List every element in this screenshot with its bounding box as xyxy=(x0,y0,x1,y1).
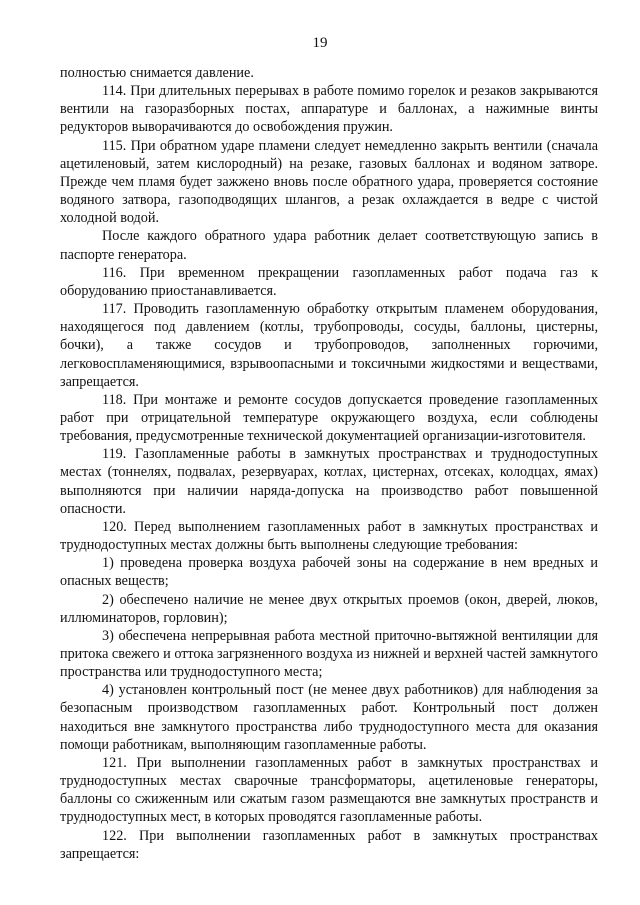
paragraph-114: 114. При длительных перерывах в работе помимо горелок и резаков закрываются вентили на газоразборных постах, аппаратуре и баллонах, а нажимные винты редукторов выворачиваются до освобождения пружин. xyxy=(60,83,598,136)
list-item-120-3: 3) обеспечена непрерывная работа местной приточно-вытяжной вентиляции для притока свежего и оттока загрязненного воздуха из нижней и верхней частей замкнутого пространства или труднодоступного места; xyxy=(60,627,598,681)
document-body xyxy=(60,64,598,863)
paragraph-116: 116. При временном прекращении газопламенных работ подача газ к оборудованию приостанавливается. xyxy=(60,264,598,299)
paragraph-continuation: полностью снимается давление. xyxy=(60,65,254,81)
paragraph-120: 120. Перед выполнением газопламенных работ в замкнутых пространствах и труднодоступных местах должны быть выполнены следующие требования: xyxy=(60,518,598,554)
paragraph-115-note: После каждого обратного удара работник делает соответствующую запись в паспорте генератора. xyxy=(60,228,598,263)
list-item-120-4: 4) установлен контрольный пост (не менее двух работников) для наблюдения за безопасным производством газопламенных работ. Контрольный пост должен находиться вне замкнутого пространства либо труднодоступного места для оказания помощи работникам, выполняющим газопламенные работы. xyxy=(60,682,598,753)
page-number: 19 xyxy=(312,35,328,51)
paragraph-115: 115. При обратном ударе пламени следует немедленно закрыть вентили (сначала ацетиленовый, затем кислородный) на резаке, газовых баллонах и водяном затворе. Прежде чем пламя будет зажжено вновь после обратного удара, проверяется состояние водяного затвора, газоподводящих шлангов, а резак охлаждается в ведре с чистой холодной водой. xyxy=(60,137,598,227)
paragraph-118: 118. При монтаже и ремонте сосудов допускается проведение газопламенных работ при отрицательной температуре окружающего воздуха, если соблюдены требования, предусмотренные технической документацией организации-изготовителя. xyxy=(60,391,598,445)
list-item-120-1: 1) проведена проверка воздуха рабочей зоны на содержание в нем вредных и опасных веществ; xyxy=(60,555,598,590)
paragraph-121: 121. При выполнении газопламенных работ в замкнутых пространствах и труднодоступных местах сварочные трансформаторы, ацетиленовые генераторы, баллоны со сжиженным или сжатым газом размещаются вне замкнутых пространств и труднодоступных мест, в которых проводятся газопламенные работы. xyxy=(60,754,598,826)
paragraph-122: 122. При выполнении газопламенных работ в замкнутых пространствах запрещается: xyxy=(60,827,598,862)
paragraph-117: 117. Проводить газопламенную обработку открытым пламенем оборудования, находящегося под давлением (котлы, трубопроводы, сосуды, баллоны, цистерны, бочки), а также сосудов и трубопроводов, заполненных горючими, легковоспламеняющимися, взрывоопасными и токсичными жидкостями и веществами, запрещается. xyxy=(60,301,598,390)
list-item-120-2: 2) обеспечено наличие не менее двух открытых проемов (окон, дверей, люков, иллюминаторов, горловин); xyxy=(60,591,598,626)
paragraph-119: 119. Газопламенные работы в замкнутых пространствах и труднодоступных местах (тоннелях, подвалах, резервуарах, котлах, цистернах, отсеках, колодцах, ямах) выполняются при наличии наряда-допуска на производство работ повышенной опасности. xyxy=(60,446,598,517)
